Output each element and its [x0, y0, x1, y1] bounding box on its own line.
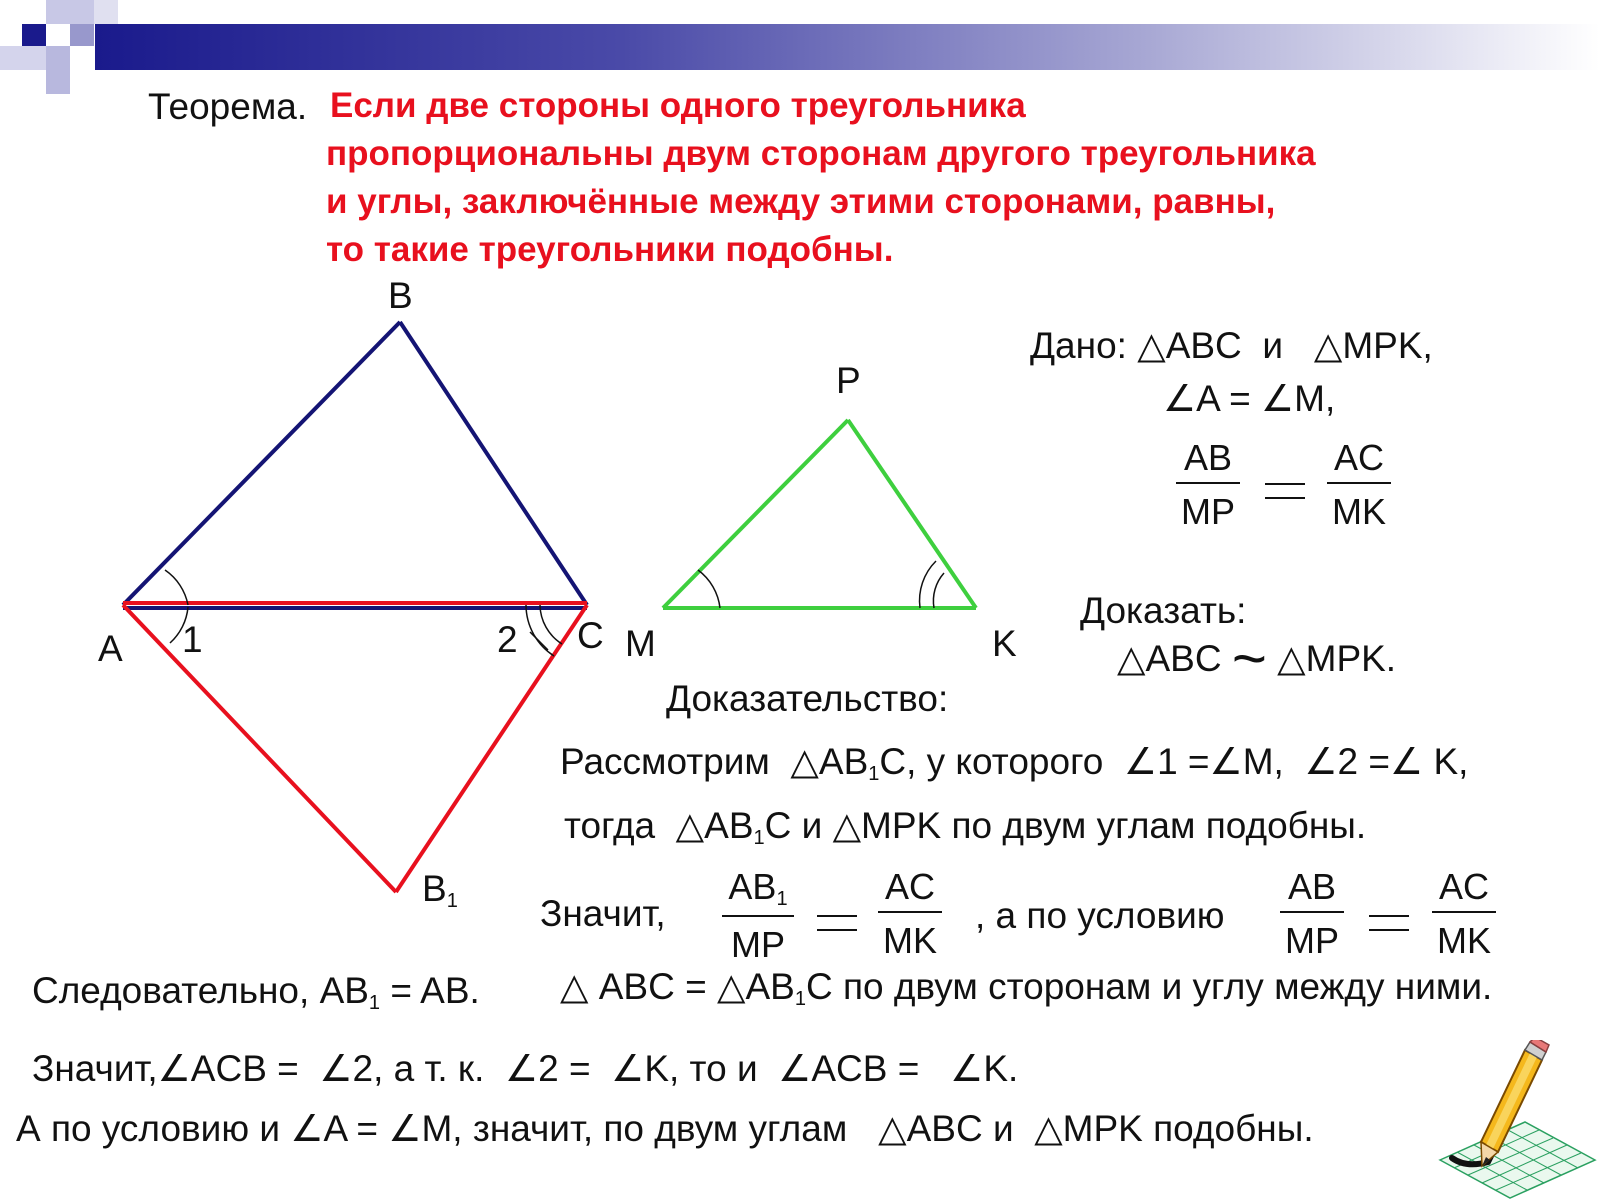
grid-paper [1440, 1122, 1595, 1198]
proof-line-6: А по условию и ∠A = ∠M, значит, по двум углам △ABC и △MPK подобны. [16, 1108, 1314, 1149]
proof-fraction: $\frac{AB}{MP}$ [1280, 869, 1344, 959]
equals-sign [1369, 915, 1409, 931]
equals-sign [1265, 483, 1305, 499]
given-fraction: $\frac{AC}{MK}$ [1327, 440, 1391, 530]
arc-angle-c-tick [530, 632, 548, 650]
angle-icon: ∠ [1304, 741, 1338, 782]
side-mp [663, 420, 848, 608]
theorem-line: пропорциональны двум сторонам другого треугольника [326, 134, 1316, 173]
angle-arcs-mpk [698, 561, 944, 608]
vertex-label-m: M [625, 623, 656, 664]
angle-icon: ∠ [950, 1048, 984, 1089]
angle-icon: ∠ [1260, 378, 1295, 419]
triangle-icon: △ [832, 805, 862, 846]
proof-line-3-mid: , а по условию [975, 895, 1225, 936]
angle-icon: ∠ [778, 1048, 812, 1089]
arc-angle-m [698, 570, 720, 608]
triangle-icon: △ [790, 741, 819, 782]
angle-icon: ∠ [1390, 741, 1424, 782]
vertex-label-b: B [388, 275, 413, 316]
theorem-line: то такие треугольники подобны. [326, 230, 894, 269]
proof-fraction: $\frac{AC}{MK}$ [878, 869, 942, 959]
angle-label-2: 2 [497, 619, 518, 660]
proof-line-5: Значит,∠ACB = ∠2, а т. к. ∠2 = ∠K, то и ∠ACB = ∠K. [32, 1048, 1019, 1089]
angle-icon: ∠ [157, 1048, 191, 1089]
pencil-paper-icon [1430, 1040, 1600, 1200]
proof-fraction: $\frac{AB_1}{MP}$ [722, 869, 794, 963]
triangle-abc [123, 322, 587, 608]
arc-angle-k1 [933, 573, 944, 608]
angle-icon: ∠ [1123, 741, 1158, 782]
theorem-line: и углы, заключённые между этими сторонами, равны, [326, 182, 1276, 221]
proof-line-2: тогда $\triangle AB_1C$ и △MPK по двум углам подобны. [564, 805, 1367, 849]
similar-icon: ~ [1231, 625, 1267, 692]
triangle-mpk [663, 420, 976, 608]
triangle-icon: △ [1117, 638, 1146, 679]
proof-line-1: Рассмотрим $\triangle AB_1C$, у которого ∠1 =∠M, ∠2 =∠ K, [560, 741, 1469, 785]
side-bc [400, 322, 587, 605]
triangle-icon: △ [675, 805, 705, 846]
angle-icon: ∠ [1163, 378, 1197, 419]
proof-line-4a: Следовательно, $AB_1$ = AB. [32, 970, 480, 1014]
arc-angle-a [165, 570, 188, 605]
triangle-icon: △ [1277, 638, 1306, 679]
side-b1c [396, 605, 587, 892]
proof-label: Доказательство: [666, 678, 949, 719]
given-fraction: $\frac{AB}{MP}$ [1176, 440, 1240, 530]
proof-line-4b: △ ABC = $\triangle AB_1C$ по двум сторонам и углу между ними. [560, 966, 1493, 1010]
side-ab1 [123, 605, 396, 892]
triangle-icon: △ [717, 966, 746, 1007]
side-ab [123, 322, 400, 605]
triangle-icon: △ [560, 966, 589, 1007]
vertex-label-p: P [836, 360, 861, 401]
theorem-line: Если две стороны одного треугольника [330, 86, 1026, 125]
angle-icon: ∠ [1209, 741, 1243, 782]
angle-icon: ∠ [504, 1048, 539, 1089]
vertex-label-b1: $B_1$ [422, 868, 458, 912]
theorem-label: Теорема. [148, 86, 308, 127]
vertex-label-c: C [577, 615, 604, 656]
proof-line-3-label: Значит, [540, 893, 666, 934]
given-line-1: Дано: △ABC и △MPK, [1030, 325, 1433, 366]
triangle-icon: △ [1137, 325, 1166, 366]
triangle-icon: △ [1034, 1108, 1063, 1149]
triangle-icon: △ [1313, 325, 1343, 366]
angle-label-1: 1 [182, 619, 203, 660]
triangle-icon: △ [878, 1108, 907, 1149]
prove-statement: △ABC ~ △MPK. [1117, 625, 1397, 692]
angle-icon: ∠ [611, 1048, 645, 1089]
angle-icon: ∠ [319, 1048, 353, 1089]
vertex-label-a: A [98, 628, 123, 669]
side-pk [848, 420, 976, 608]
arc-angle-2a [540, 605, 562, 644]
prove-label: Доказать: [1080, 590, 1247, 631]
angle-icon: ∠ [388, 1108, 422, 1149]
angle-icon: ∠ [290, 1108, 324, 1149]
given-line-2: ∠A = ∠M, [1163, 378, 1336, 419]
vertex-label-k: K [992, 623, 1017, 664]
proof-fraction: $\frac{AC}{MK}$ [1432, 869, 1496, 959]
equals-sign [817, 915, 857, 931]
